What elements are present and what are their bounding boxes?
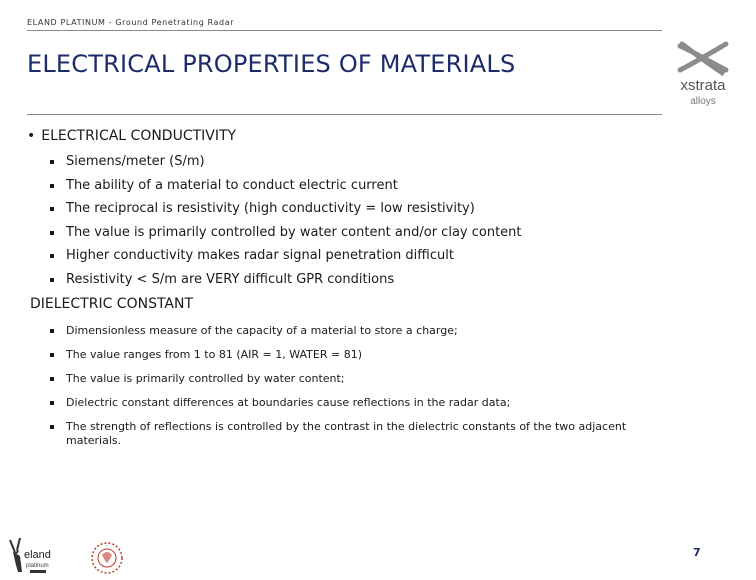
square-bullet-icon — [50, 377, 54, 381]
xstrata-logo — [672, 38, 734, 110]
list-item — [50, 272, 522, 296]
header-tag: ELAND PLATINUM - Ground Penetrating Radar — [27, 18, 235, 27]
list-item-text: The value ranges from 1 to 81 (AIR = 1, WATER = 81) — [66, 348, 362, 361]
square-bullet-icon — [50, 160, 54, 164]
list-item — [50, 396, 666, 410]
list-item — [50, 201, 522, 225]
list-item — [50, 372, 666, 386]
list-item-text: Dimensionless measure of the capacity of a material to store a charge; — [66, 324, 458, 337]
list-item-text: The ability of a material to conduct electric current — [66, 177, 398, 193]
list-item-text: The value is primarily controlled by water content and/or clay content — [66, 224, 522, 240]
dielectric-heading: DIELECTRIC CONSTANT — [30, 296, 194, 312]
square-bullet-icon — [50, 278, 54, 282]
list-item-text: Dielectric constant differences at boundaries cause reflections in the radar data; — [66, 396, 511, 409]
list-item-text: Higher conductivity makes radar signal penetration difficult — [66, 248, 454, 263]
list-item-text: Resistivity < S/m are VERY difficult GPR conditions — [66, 271, 395, 287]
list-item — [50, 178, 522, 202]
list-item — [50, 225, 522, 249]
square-bullet-icon — [50, 231, 54, 235]
list-item-text: The reciprocal is resistivity (high conductivity = low resistivity) — [66, 201, 475, 216]
square-bullet-icon — [50, 184, 54, 188]
square-bullet-icon — [50, 425, 54, 429]
page-number: 7 — [693, 546, 701, 559]
list-item-text: The strength of reflections is controlled by the contrast in the dielectric constants of the two adjacent materials. — [66, 420, 627, 447]
list-item — [50, 154, 522, 178]
conductivity-heading — [27, 128, 236, 144]
conductivity-list — [50, 154, 522, 295]
xstrata-sub: alloys — [690, 96, 716, 107]
square-bullet-icon — [50, 207, 54, 211]
list-item-text: Siemens/meter (S/m) — [66, 154, 205, 169]
eland-platinum-logo — [4, 536, 54, 576]
bullet-icon: • — [27, 128, 36, 144]
header-divider — [27, 30, 662, 31]
square-bullet-icon — [50, 329, 54, 333]
list-item-text: The value is primarily controlled by water content; — [66, 372, 345, 385]
seal-logo — [88, 539, 126, 576]
square-bullet-icon — [50, 401, 54, 405]
list-item — [50, 348, 666, 362]
list-item — [50, 420, 666, 448]
title-divider — [27, 114, 662, 115]
eland-brand: eland — [24, 549, 51, 561]
dielectric-list — [50, 324, 666, 458]
eland-sub: platinum — [26, 563, 49, 569]
conductivity-heading-text: ELECTRICAL CONDUCTIVITY — [41, 128, 237, 144]
page-title: ELECTRICAL PROPERTIES OF MATERIALS — [27, 50, 516, 78]
list-item — [50, 324, 666, 338]
square-bullet-icon — [50, 254, 54, 258]
square-bullet-icon — [50, 353, 54, 357]
list-item — [50, 248, 522, 272]
xstrata-brand: xstrata — [680, 77, 726, 94]
